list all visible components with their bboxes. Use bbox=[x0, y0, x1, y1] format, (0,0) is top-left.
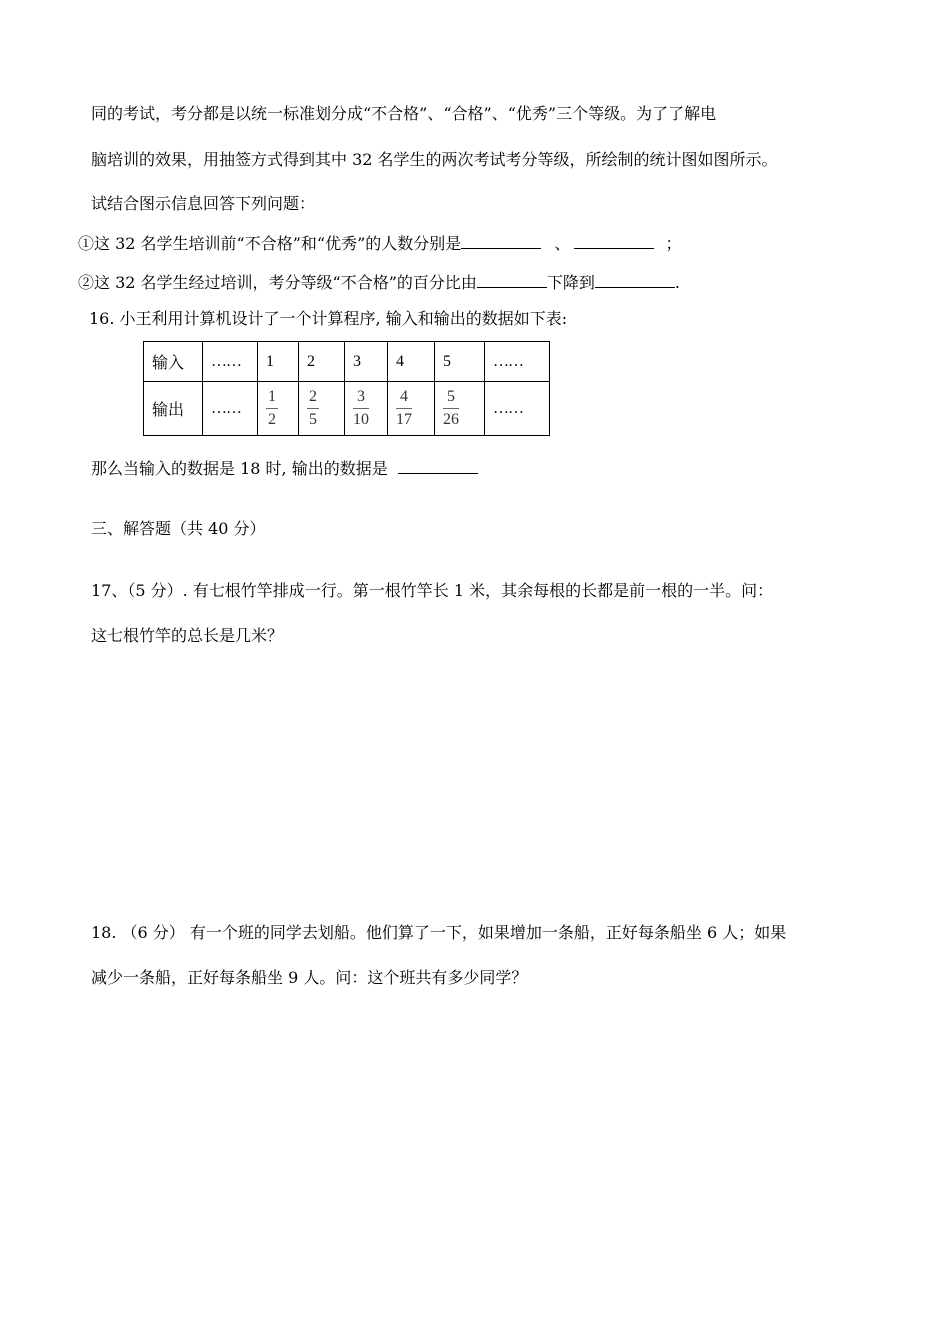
q16-question-text: 那么当输入的数据是 18 时, 输出的数据是 bbox=[91, 459, 388, 478]
answer-blank-4[interactable] bbox=[595, 271, 675, 288]
answer-blank-1[interactable] bbox=[461, 232, 541, 249]
q16-stem: 16. 小王利用计算机设计了一个计算程序, 输入和输出的数据如下表: bbox=[89, 309, 568, 328]
fraction bbox=[266, 388, 278, 429]
answer-blank-5[interactable] bbox=[398, 457, 478, 474]
denominator: 17 bbox=[396, 411, 412, 428]
output-cell bbox=[388, 382, 435, 436]
numerator: 5 bbox=[447, 388, 455, 405]
ellipsis-cell: …… bbox=[203, 342, 258, 382]
numerator: 4 bbox=[400, 388, 408, 405]
intro-line-3: 试结合图示信息回答下列问题： bbox=[91, 194, 316, 213]
denominator: 10 bbox=[353, 411, 369, 428]
denominator: 26 bbox=[443, 411, 459, 428]
output-row bbox=[144, 382, 550, 436]
input-label: 输入 bbox=[144, 342, 203, 382]
numerator: 3 bbox=[357, 388, 365, 405]
punctuation: . bbox=[674, 273, 681, 292]
numerator: 2 bbox=[309, 388, 317, 405]
ellipsis-cell: …… bbox=[485, 382, 550, 436]
punctuation: ； bbox=[665, 234, 682, 253]
q18-line-1: 18. （6 分） 有一个班的同学去划船。他们算了一下，如果增加一条船，正好每条船坐 6 人；如果 bbox=[91, 923, 787, 942]
input-cell: 1 bbox=[258, 342, 299, 382]
output-cell bbox=[345, 382, 388, 436]
input-cell: 4 bbox=[388, 342, 435, 382]
ellipsis-cell: …… bbox=[203, 382, 258, 436]
q16-question bbox=[91, 457, 478, 479]
input-cell: 3 bbox=[345, 342, 388, 382]
output-cell bbox=[258, 382, 299, 436]
q15-item-1 bbox=[78, 232, 681, 254]
denominator: 2 bbox=[268, 411, 276, 428]
q15-item-2-mid: 下降到 bbox=[546, 273, 595, 292]
answer-blank-3[interactable] bbox=[477, 271, 547, 288]
q15-item-1-text: ①这 32 名学生培训前“不合格”和“优秀”的人数分别是 bbox=[78, 234, 462, 253]
output-label: 输出 bbox=[144, 382, 203, 436]
q18-line-2: 减少一条船，正好每条船坐 9 人。问：这个班共有多少同学？ bbox=[91, 968, 528, 987]
io-table bbox=[143, 341, 550, 436]
numerator: 1 bbox=[268, 388, 276, 405]
answer-blank-2[interactable] bbox=[574, 232, 654, 249]
section-title: 三、解答题（共 40 分） bbox=[91, 519, 266, 538]
denominator: 5 bbox=[309, 411, 317, 428]
q15-item-2-text: ②这 32 名学生经过培训，考分等级“不合格”的百分比由 bbox=[78, 273, 477, 292]
ellipsis-cell: …… bbox=[485, 342, 550, 382]
output-cell bbox=[299, 382, 345, 436]
fraction bbox=[353, 388, 369, 429]
fraction bbox=[396, 388, 412, 429]
input-cell: 2 bbox=[299, 342, 345, 382]
intro-line-1: 同的考试，考分都是以统一标准划分成“不合格”、“合格”、“优秀”三个等级。为了了解电 bbox=[91, 104, 717, 123]
q17-line-2: 这七根竹竿的总长是几米？ bbox=[91, 626, 284, 645]
fraction bbox=[307, 388, 319, 429]
separator: 、 bbox=[554, 234, 571, 253]
input-cell: 5 bbox=[435, 342, 485, 382]
fraction bbox=[443, 388, 459, 429]
q17-line-1: 17、（5 分）. 有七根竹竿排成一行。第一根竹竿长 1 米，其余每根的长都是前一根的一半。问： bbox=[91, 581, 774, 600]
q15-item-2 bbox=[78, 271, 680, 293]
intro-line-2: 脑培训的效果，用抽签方式得到其中 32 名学生的两次考试考分等级，所绘制的统计图如图所示。 bbox=[91, 150, 778, 169]
input-row bbox=[144, 342, 550, 382]
output-cell bbox=[435, 382, 485, 436]
